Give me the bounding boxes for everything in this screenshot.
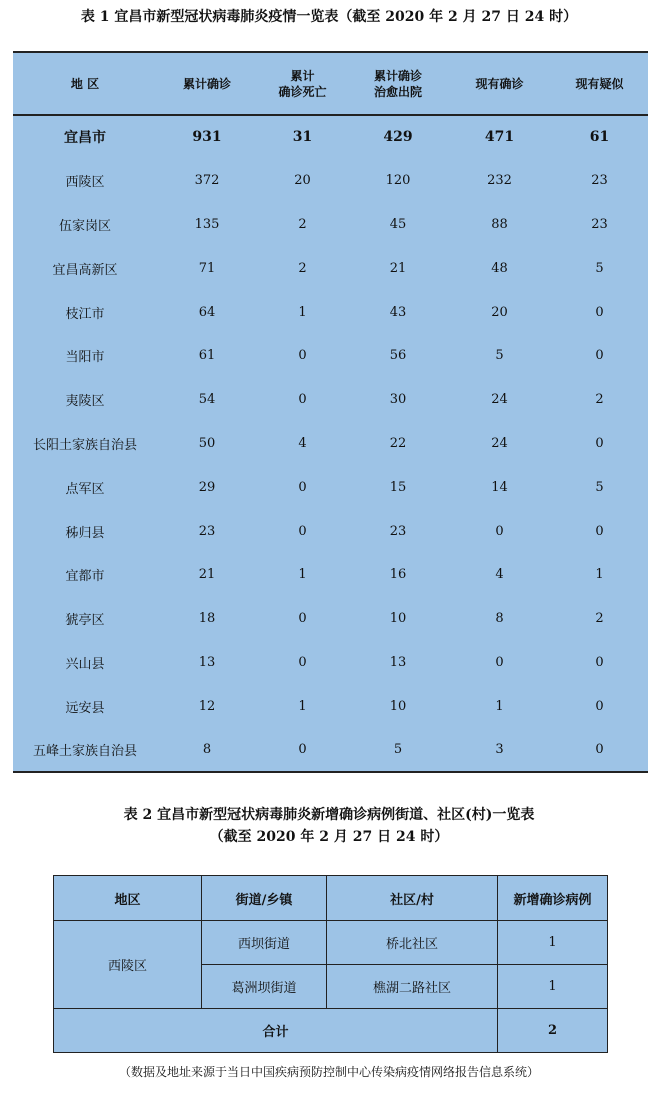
cell-region: 点军区 — [65, 481, 105, 497]
cell-deaths: 4 — [298, 435, 307, 451]
cell-recovered: 45 — [389, 216, 407, 232]
table-row — [13, 334, 648, 378]
table-row — [13, 597, 648, 641]
cell-cumulative: 50 — [198, 435, 216, 451]
cell-current: 8 — [495, 611, 504, 627]
cell-current: 1 — [495, 698, 504, 714]
table-row — [13, 728, 648, 772]
cell-cumulative: 12 — [198, 698, 216, 714]
footnote: （数据及地址来源于当日中国疾病预防控制中心传染病疫情网络报告信息系统） — [118, 1065, 539, 1079]
table-row — [13, 509, 648, 553]
cell-cumulative: 23 — [198, 523, 216, 539]
table1 — [13, 51, 648, 773]
cell-deaths: 2 — [298, 260, 307, 276]
t2-header-community: 社区/村 — [327, 876, 498, 921]
cell-region: 当阳市 — [65, 350, 105, 366]
cell-suspected: 5 — [595, 260, 604, 276]
cell-region: 宜昌高新区 — [52, 262, 118, 278]
cell-cumulative: 29 — [198, 479, 216, 495]
cell-suspected: 2 — [595, 392, 604, 408]
cell-recovered: 5 — [393, 742, 403, 758]
cell-region: 长阳土家族自治县 — [32, 437, 137, 453]
cell-deaths: 0 — [298, 348, 307, 364]
cell-recovered: 13 — [389, 654, 407, 670]
cell-deaths: 1 — [298, 698, 307, 714]
table1-title: 表 1 宜昌市新型冠状病毒肺炎疫情一览表（截至 2020 年 2 月 27 日 24 时） — [80, 9, 578, 25]
cell-recovered: 10 — [389, 698, 407, 714]
t2-header-street: 街道/乡镇 — [202, 876, 327, 921]
cell-region: 五峰土家族自治县 — [32, 744, 137, 760]
total-cumulative: 931 — [192, 129, 222, 146]
cell-recovered: 15 — [389, 479, 407, 495]
total-suspected: 61 — [589, 129, 610, 146]
cell-recovered: 120 — [385, 173, 411, 189]
t2-community: 桥北社区 — [327, 921, 498, 965]
cell-current: 24 — [491, 435, 508, 451]
cell-suspected: 0 — [595, 523, 604, 539]
cell-cumulative: 64 — [198, 304, 216, 320]
cell-current: 48 — [491, 260, 508, 276]
cell-region: 伍家岗区 — [58, 218, 111, 234]
cell-cumulative: 8 — [202, 742, 212, 758]
table-row — [13, 159, 648, 203]
t2-street: 葛洲坝街道 — [202, 965, 327, 1009]
header-deaths — [257, 52, 348, 115]
cell-region: 远安县 — [65, 700, 105, 716]
table1-total-row — [13, 115, 648, 159]
cell-suspected: 5 — [595, 479, 604, 495]
cell-deaths: 2 — [298, 216, 307, 232]
cell-cumulative: 135 — [194, 216, 220, 232]
cell-current: 3 — [495, 742, 504, 758]
table-row — [13, 422, 648, 466]
total-region: 宜昌市 — [64, 130, 106, 147]
total-current: 471 — [484, 129, 515, 146]
table2-title-line1: 表 2 宜昌市新型冠状病毒肺炎新增确诊病例街道、社区(村)一览表 — [123, 807, 535, 823]
cell-recovered: 10 — [389, 611, 407, 627]
cell-region: 兴山县 — [65, 656, 105, 672]
cell-current: 0 — [495, 654, 504, 670]
header-recovered — [348, 52, 448, 115]
table2-title — [0, 804, 658, 848]
cell-cumulative: 13 — [198, 654, 216, 670]
table2 — [53, 875, 608, 1053]
cell-current: 20 — [491, 304, 508, 320]
cell-region: 西陵区 — [65, 175, 105, 191]
table1-header-row — [13, 52, 648, 115]
cell-current: 88 — [491, 216, 508, 232]
t2-new-cases: 1 — [498, 965, 608, 1009]
cell-deaths: 1 — [298, 567, 307, 583]
header-recovered-line1: 累计确诊 — [373, 68, 422, 83]
table-row — [13, 203, 648, 247]
cell-recovered: 56 — [389, 348, 407, 364]
cell-cumulative: 71 — [198, 260, 216, 276]
cell-recovered: 21 — [389, 260, 407, 276]
table-row — [13, 290, 648, 334]
cell-recovered: 43 — [389, 304, 407, 320]
cell-suspected: 0 — [595, 742, 604, 758]
table-row — [13, 465, 648, 509]
cell-current: 14 — [491, 479, 508, 495]
cell-region: 猇亭区 — [65, 613, 105, 629]
cell-suspected: 0 — [595, 698, 604, 714]
cell-cumulative: 61 — [198, 348, 216, 364]
cell-suspected: 0 — [595, 348, 604, 364]
cell-suspected: 23 — [591, 173, 608, 189]
cell-deaths: 0 — [298, 392, 307, 408]
cell-cumulative: 18 — [198, 611, 216, 627]
t2-header-new-cases: 新增确诊病例 — [498, 876, 608, 921]
cell-current: 4 — [495, 567, 504, 583]
table-row — [13, 553, 648, 597]
t2-header-region: 地区 — [54, 876, 202, 921]
t2-total-value: 2 — [498, 1009, 608, 1053]
cell-deaths: 0 — [298, 742, 307, 758]
table-row — [13, 378, 648, 422]
cell-deaths: 0 — [298, 479, 307, 495]
table2-total-row — [54, 1009, 608, 1053]
table2-header-row — [54, 876, 608, 921]
cell-deaths: 0 — [298, 611, 307, 627]
cell-region: 秭归县 — [65, 525, 105, 541]
cell-suspected: 0 — [595, 654, 604, 670]
cell-recovered: 22 — [389, 435, 407, 451]
cell-deaths: 1 — [298, 304, 307, 320]
cell-suspected: 2 — [595, 611, 604, 627]
total-recovered: 429 — [383, 129, 413, 146]
cell-deaths: 0 — [298, 523, 307, 539]
header-cumulative: 累计确诊 — [157, 52, 257, 115]
t2-total-label: 合计 — [54, 1009, 498, 1053]
cell-current: 232 — [487, 173, 512, 189]
cell-current: 5 — [495, 348, 504, 364]
header-recovered-line2: 治愈出院 — [373, 84, 422, 99]
cell-deaths: 0 — [298, 654, 307, 670]
cell-suspected: 0 — [595, 435, 604, 451]
cell-deaths: 20 — [294, 173, 311, 189]
header-deaths-line2: 确诊死亡 — [278, 84, 327, 99]
header-suspected: 现有疑似 — [551, 52, 648, 115]
total-deaths: 31 — [292, 129, 313, 146]
header-deaths-line1: 累计 — [290, 68, 315, 83]
table-row — [13, 246, 648, 290]
cell-suspected: 23 — [591, 216, 608, 232]
t2-new-cases: 1 — [498, 921, 608, 965]
t2-region: 西陵区 — [54, 921, 202, 1009]
cell-current: 0 — [495, 523, 504, 539]
cell-region: 夷陵区 — [65, 394, 105, 410]
table-row — [13, 641, 648, 685]
cell-recovered: 16 — [389, 567, 407, 583]
cell-cumulative: 54 — [198, 392, 216, 408]
table2-title-line2: （截至 2020 年 2 月 27 日 24 时） — [209, 829, 449, 845]
t2-street: 西坝街道 — [202, 921, 327, 965]
cell-cumulative: 21 — [198, 567, 216, 583]
cell-suspected: 1 — [595, 567, 604, 583]
cell-current: 24 — [491, 392, 508, 408]
cell-recovered: 30 — [389, 392, 407, 408]
cell-recovered: 23 — [389, 523, 407, 539]
header-current: 现有确诊 — [448, 52, 551, 115]
cell-region: 宜都市 — [65, 569, 105, 585]
table-row — [13, 684, 648, 728]
table-row — [54, 921, 608, 965]
cell-cumulative: 372 — [194, 173, 220, 189]
cell-suspected: 0 — [595, 304, 604, 320]
cell-region: 枝江市 — [65, 306, 105, 322]
t2-community: 樵湖二路社区 — [327, 965, 498, 1009]
header-region: 地 区 — [13, 52, 157, 115]
